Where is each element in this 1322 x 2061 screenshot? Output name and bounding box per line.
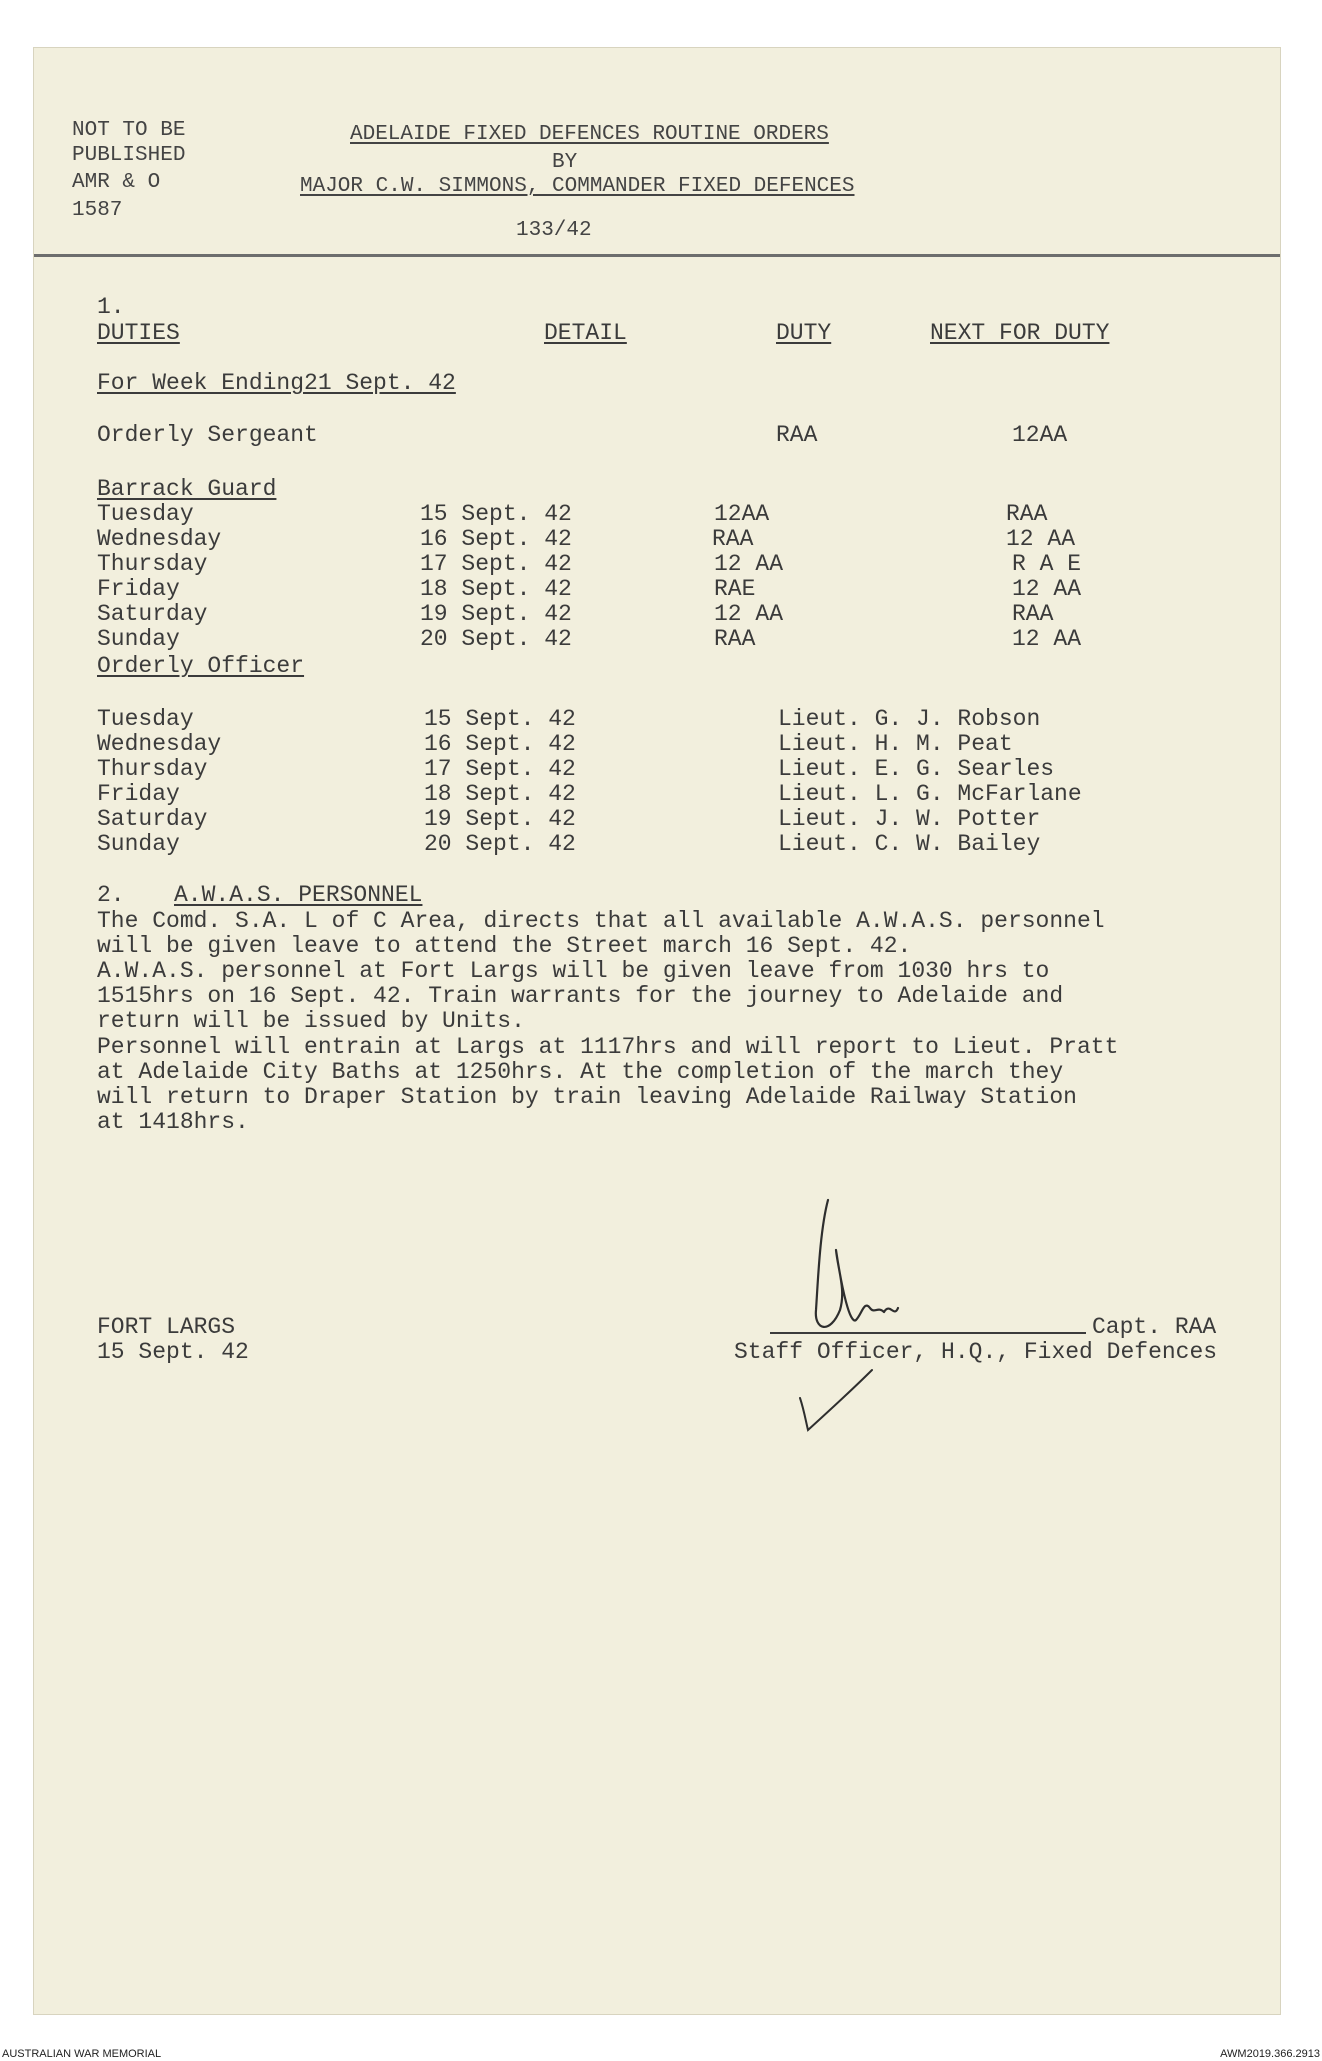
closing-place: FORT LARGS — [97, 1314, 236, 1340]
oo-date: 18 Sept. 42 — [424, 781, 576, 807]
section2-number: 2. — [97, 882, 125, 908]
oo-day: Friday — [97, 781, 180, 807]
oo-officer: Lieut. H. M. Peat — [778, 731, 1013, 757]
bg-date: 19 Sept. 42 — [420, 601, 572, 627]
bg-duty: RAA — [712, 526, 754, 552]
bg-day: Tuesday — [97, 501, 194, 527]
title-by: BY — [552, 151, 578, 174]
orderly-sergeant-next: 12AA — [1012, 422, 1068, 448]
bg-duty: 12 AA — [714, 551, 784, 577]
section2-line: 1515hrs on 16 Sept. 42. Train warrants for the journey to Adelaide and — [97, 983, 1064, 1009]
column-duty: DUTY — [776, 320, 832, 346]
section2-title: A.W.A.S. PERSONNEL — [174, 882, 423, 908]
column-next-for-duty: NEXT FOR DUTY — [930, 320, 1110, 346]
column-detail: DETAIL — [544, 320, 627, 346]
oo-officer: Lieut. L. G. McFarlane — [778, 781, 1082, 807]
orderly-officer-title: Orderly Officer — [97, 653, 305, 679]
bg-duty: 12 AA — [714, 601, 784, 627]
bg-next: 12 AA — [1006, 526, 1076, 552]
footer-right: AWM2019.366.2913 — [1220, 2048, 1320, 2060]
section2-line: at 1418hrs. — [97, 1109, 249, 1135]
bg-next: R A E — [1012, 551, 1082, 577]
closing-appointment: Staff Officer, H.Q., Fixed Defences — [734, 1339, 1218, 1365]
bg-date: 18 Sept. 42 — [420, 576, 572, 602]
stamp-line-1: NOT TO BE — [72, 119, 186, 142]
column-duties: DUTIES — [97, 320, 180, 346]
signature — [780, 1190, 930, 1440]
bg-duty: RAE — [714, 576, 756, 602]
bg-day: Friday — [97, 576, 180, 602]
bg-next: RAA — [1006, 501, 1048, 527]
bg-date: 15 Sept. 42 — [420, 501, 572, 527]
section2-line: A.W.A.S. personnel at Fort Largs will be given leave from 1030 hrs to — [97, 958, 1050, 984]
oo-officer: Lieut. J. W. Potter — [778, 806, 1041, 832]
week-ending: For Week Ending21 Sept. 42 — [97, 370, 456, 396]
bg-day: Wednesday — [97, 526, 222, 552]
bg-next: 12 AA — [1012, 576, 1082, 602]
oo-day: Wednesday — [97, 731, 222, 757]
oo-date: 16 Sept. 42 — [424, 731, 576, 757]
document-title: ADELAIDE FIXED DEFENCES ROUTINE ORDERS — [350, 123, 829, 146]
bg-date: 20 Sept. 42 — [420, 626, 572, 652]
bg-duty: 12AA — [714, 501, 770, 527]
bg-day: Saturday — [97, 601, 208, 627]
stamp-line-4: 1587 — [72, 199, 123, 222]
section2-line: will return to Draper Station by train leaving Adelaide Railway Station — [97, 1084, 1077, 1110]
bg-duty: RAA — [714, 626, 756, 652]
section2-line: will be given leave to attend the Street march 16 Sept. 42. — [97, 933, 912, 959]
signature-line — [770, 1332, 1086, 1334]
bg-next: RAA — [1012, 601, 1054, 627]
section2-line: The Comd. S.A. L of C Area, directs that all available A.W.A.S. personnel — [97, 908, 1105, 934]
bg-day: Thursday — [97, 551, 208, 577]
bg-day: Sunday — [97, 626, 180, 652]
bg-date: 17 Sept. 42 — [420, 551, 572, 577]
orderly-sergeant-duty: RAA — [776, 422, 818, 448]
section2-line: Personnel will entrain at Largs at 1117hrs and will report to Lieut. Pratt — [97, 1034, 1119, 1060]
oo-day: Sunday — [97, 831, 180, 857]
section1-number: 1. — [97, 294, 125, 320]
oo-date: 15 Sept. 42 — [424, 706, 576, 732]
oo-day: Tuesday — [97, 706, 194, 732]
oo-officer: Lieut. G. J. Robson — [778, 706, 1041, 732]
stamp-line-3: AMR & O — [72, 171, 161, 194]
closing-date: 15 Sept. 42 — [97, 1339, 249, 1365]
oo-day: Thursday — [97, 756, 208, 782]
header-rule — [34, 254, 1280, 257]
oo-date: 19 Sept. 42 — [424, 806, 576, 832]
closing-rank: Capt. RAA — [1092, 1314, 1217, 1340]
bg-next: 12 AA — [1012, 626, 1082, 652]
footer-left: AUSTRALIAN WAR MEMORIAL — [2, 2048, 162, 2060]
bg-date: 16 Sept. 42 — [420, 526, 572, 552]
stamp-line-2: PUBLISHED — [72, 144, 186, 167]
section2-line: return will be issued by Units. — [97, 1008, 525, 1034]
oo-officer: Lieut. C. W. Bailey — [778, 831, 1041, 857]
oo-date: 17 Sept. 42 — [424, 756, 576, 782]
order-number: 133/42 — [516, 219, 592, 242]
oo-day: Saturday — [97, 806, 208, 832]
oo-officer: Lieut. E. G. Searles — [778, 756, 1055, 782]
commander-line: MAJOR C.W. SIMMONS, COMMANDER FIXED DEFENCES — [300, 175, 855, 198]
section2-line: at Adelaide City Baths at 1250hrs. At the completion of the march they — [97, 1059, 1064, 1085]
orderly-sergeant-label: Orderly Sergeant — [97, 422, 318, 448]
barrack-guard-title: Barrack Guard — [97, 476, 277, 502]
oo-date: 20 Sept. 42 — [424, 831, 576, 857]
